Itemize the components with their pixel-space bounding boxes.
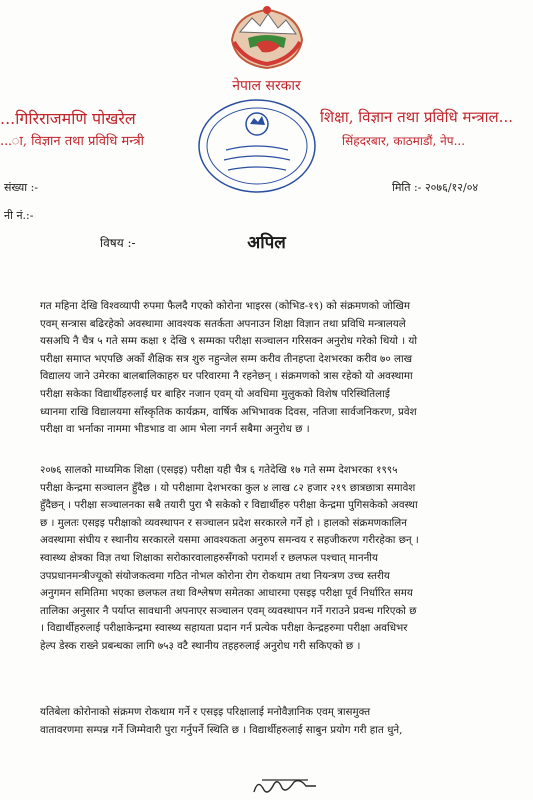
letter-number: संख्या :- <box>4 181 39 194</box>
text-line: स्वास्थ्य क्षेत्रका विज्ञ तथा शिक्षाका सरोकारवालाहरुसँगको परामर्श र छलफल पश्चात् माननीय <box>40 551 378 564</box>
text-line: हुँदैछन् । परीक्षा सञ्चालनका सबै तयारी पुरा भै सकेको र विद्यार्थीहरु परीक्षा केन्द्रमा पुगिसकेको अवस्था <box>40 499 418 512</box>
text-line: विद्यालय जाने उमेरका बालबालिकाहरु घर परिवारमा नै रहनेछन् । संक्रमणको त्रास रहेको यो अवस्थामा <box>40 370 413 383</box>
paragraph-1 <box>40 298 518 439</box>
text-line: हेल्प डेस्क राख्ने प्रबन्धका लागि ७५३ वटै स्थानीय तहहरुलाई अनुरोध गरी सकिएको छ । <box>40 639 361 652</box>
government-heading: नेपाल सरकार <box>232 78 301 94</box>
letter-date: मिति :- २०७६/१२/०४ <box>392 181 479 194</box>
paragraph-3 <box>40 704 518 739</box>
text-line: उपप्रधानमन्त्रीज्यूको संयोजकत्वमा गठित नोभल कोरोना रोग रोकथाम तथा नियन्त्रण उच्च स्तरीय <box>40 569 390 582</box>
text-line: वातावरणमा सम्पन्न गर्ने जिम्मेवारी पुरा गर्नुपर्ने स्थिति छ । विद्यार्थीहरुलाई साबुन प्रयोग गरी हात धुने, <box>40 723 403 736</box>
text-line: परीक्षा केन्द्रमा सञ्चालन हुँदैछ । यो परीक्षामा देशभरका कुल ४ लाख ८२ हजार २१९ छात्रछात्रा समावेश <box>40 481 416 494</box>
text-line: २०७६ सालको माध्यमिक शिक्षा (एसइइ) परीक्षा यही चैत्र ६ गतेदेखि १७ गते सम्म देशभरका १९९५ <box>40 464 398 476</box>
subject-label: विषय :- <box>100 236 136 250</box>
ministry-name: शिक्षा, विज्ञान तथा प्रविधि मन्त्राल... <box>320 108 513 126</box>
ministry-address: सिंहदरबार, काठमाडौं, नेप... <box>342 134 466 148</box>
text-line: गत महिना देखि विश्वव्यापी रुपमा फैलदै गएको कोरोना भाइरस (कोभिड-१९) को संक्रमणको जोखिम <box>40 300 410 312</box>
minister-block <box>0 107 144 153</box>
text-line: अनुगमन समितिमा भएका छलफल तथा विश्लेषण समेतका आधारमा एसइइ परीक्षा पूर्व निर्धारित समय <box>40 587 413 600</box>
text-line: तालिका अनुसार नै पर्याप्त सावधानी अपनाएर सञ्चालन एवम् व्यवस्थापन गर्ने गराउने प्रवन्ध गरिएको छ <box>40 604 417 617</box>
text-line: यतिबेला कोरोनाको संक्रमण रोकथाम गर्ने र एसइइ परिक्षालाई मनोवैज्ञानिक एवम् त्रासमुक्त <box>40 706 371 718</box>
ministry-seal-icon <box>196 98 318 196</box>
minister-name: ...गिरिराजमणि पोखरेल <box>0 109 136 128</box>
text-line: छ । मुलतः एसइइ परीक्षाको व्यवस्थापन र सञ्चालन प्रदेश सरकारले गर्ने हो । हालको संक्रमणकालिन <box>40 516 407 529</box>
minister-title: ...ा, विज्ञान तथा प्रविधि मन्त्री <box>0 134 144 149</box>
text-line: । विद्यार्थीहरुलाई परीक्षाकेन्द्रमा स्वास्थ्य सहायता प्रदान गर्न प्रत्येक परीक्षा केन्द्रहरुमा परीक्षा अवधिभर <box>40 622 408 635</box>
nepal-emblem-icon <box>226 2 308 72</box>
document-title: अपिल <box>247 233 286 253</box>
signature-mark <box>250 774 320 798</box>
text-line: परीक्षा सकेका विद्यार्थीहरुलाई घर बाहिर नजान एवम् यो अवधिमा मुलुकको विशेष परिस्थितिलाई <box>40 387 390 400</box>
text-line: यसअघि नै चैत्र ५ गते सम्म कक्षा १ देखि ९ सम्मका परीक्षा सञ्चालन गरिसक्न अनुरोध गरेको थियो । यो <box>40 335 418 348</box>
text-line: परीक्षा समाप्त भएपछि अर्को शैक्षिक सत्र शुरु नहुन्जेल सम्म करीव तीनहप्ता देशभरका करीव ७० लाख <box>40 352 413 365</box>
dispatch-number: नी नं.:- <box>4 209 34 222</box>
text-line: एवम् सन्त्रास बढिरहेको अवस्थामा आवश्यक सतर्कता अपनाउन शिक्षा विज्ञान तथा प्रविधि मन्त्रालयले <box>40 317 406 330</box>
text-line: अवस्थामा संघीय र स्थानीय सरकारले यसमा आवश्यकता अनुरुप समन्वय र सहजीकरण गरीरहेका छन् । <box>40 534 419 547</box>
ministry-block <box>320 105 513 153</box>
text-line: परीक्षा वा भर्नाका नाममा भीडभाड वा आम भेला नगर्न सबैमा अनुरोध छ । <box>40 423 310 436</box>
paragraph-2 <box>40 462 518 656</box>
text-line: ध्यानमा राखि विद्यालयमा साँस्कृतिक कार्यक्रम, वार्षिक अभिभावक दिवस, नतिजा सार्वजनिकरण, प्रवेश <box>40 405 417 418</box>
